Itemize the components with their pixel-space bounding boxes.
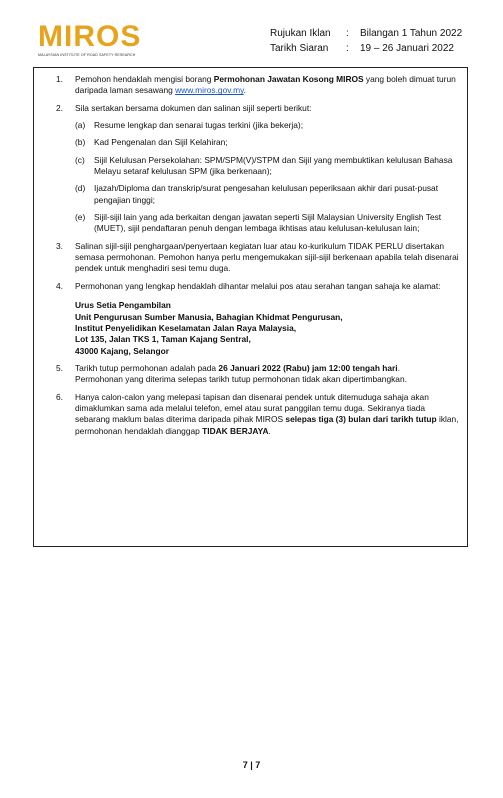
instructions-list: [56, 74, 460, 443]
sub-item-letter: (d): [75, 183, 86, 194]
text-run: iklan, permohonan hendaklah dianggap: [75, 414, 459, 436]
colon: :: [346, 28, 349, 39]
sub-item: [75, 212, 460, 235]
sub-item: [75, 183, 460, 206]
item-text: Sila sertakan bersama dokumen dan salinan sijil seperti berikut:: [75, 102, 312, 113]
item-text: [75, 363, 460, 374]
logo-tagline: MALAYSIAN INSTITUTE OF ROAD SAFETY RESEARCH: [38, 53, 136, 57]
publish-date-value: 19 – 26 Januari 2022: [360, 43, 454, 54]
reference-label: Rujukan Iklan: [270, 28, 331, 39]
closing-date: 26 Januari 2022 (Rabu) jam 12:00 tengah hari: [218, 362, 398, 373]
page-number: 7 | 7: [242, 760, 261, 770]
page-header: [38, 22, 468, 62]
sub-item-text: Resume lengkap dan senarai tugas terkini (jika bekerja);: [94, 120, 304, 131]
text-run: yang boleh dimuat turun daripada laman sesawang: [75, 74, 456, 96]
emphasis-text: TIDAK BERJAYA: [202, 425, 269, 436]
instruction-item: [56, 281, 460, 357]
item-number: 1.: [56, 74, 63, 84]
sub-item: [75, 120, 460, 131]
item-text: Salinan sijil-sijil penghargaan/penyertaan kegiatan luar atau ko-kurikulum TIDAK PERLU disertakan semasa permohonan. Pemohon hanya perlu mengemukakan sijil-sijil berkenaan apabila telah disenarai pendek untuk menghadiri sesi temu duga.: [75, 240, 459, 274]
sub-item-letter: (c): [75, 154, 85, 165]
address-line: Unit Pengurusan Sumber Manusia, Bahagian Khidmat Pengurusan,: [75, 311, 343, 322]
text-run: .: [397, 362, 400, 373]
address-line: Lot 135, Jalan TKS 1, Taman Kajang Sentral,: [75, 334, 251, 345]
instruction-item: [56, 103, 460, 235]
instruction-item: [56, 392, 460, 437]
text-run: Tarikh tutup permohonan adalah pada: [75, 362, 219, 373]
instructions-box: [33, 67, 468, 547]
text-run: .: [268, 425, 271, 436]
website-link[interactable]: www.miros.gov.my: [175, 85, 244, 96]
text-run: .: [243, 85, 246, 96]
item-number: 5.: [56, 362, 63, 373]
sub-item-letter: (b): [75, 137, 86, 148]
logo-wordmark: MIROS: [38, 20, 142, 53]
address-line: 43000 Kajang, Selangor: [75, 345, 170, 356]
instruction-item: [56, 363, 460, 386]
reference-value: Bilangan 1 Tahun 2022: [360, 28, 463, 39]
form-name: Permohonan Jawatan Kosong MIROS: [213, 74, 364, 84]
sub-item-text: Sijil-sijil lain yang ada berkaitan dengan jawatan seperti Sijil Malaysian University English Test (MUET), sijil pendaftaran penuh dengan lembaga ikhtisas atau kelulusan-kelulusan lain;: [94, 212, 442, 234]
item-text: Permohonan yang lengkap hendaklah dihantar melalui pos atau serahan tangan sahaja ke alamat:: [75, 280, 441, 291]
item-number: 3.: [56, 240, 63, 251]
text-run: Hanya calon-calon yang melepasi tapisan dan disenarai pendek untuk ditemuduga sahaja akan dimaklumkan sama ada melalui telefon, emel atau surat panggilan temu duga. Sekiranya tiada sebarang maklum balas diterima daripada pihak MIROS: [75, 391, 429, 425]
address-line: Institut Penyelidikan Keselamatan Jalan Raya Malaysia,: [75, 322, 297, 333]
miros-logo: [38, 22, 178, 58]
item-number: 2.: [56, 102, 63, 113]
sub-item-letter: (e): [75, 212, 86, 223]
item-text: [75, 74, 460, 97]
emphasis-text: selepas tiga (3) bulan dari tarikh tutup: [285, 414, 437, 425]
text-run: Pemohon hendaklah mengisi borang: [75, 74, 214, 84]
sub-item-text: Sijil Kelulusan Persekolahan: SPM/SPM(V)/STPM dan Sijil yang membuktikan kelulusan Bahasa Melayu setaraf kelulusan SPM (jika berkenaan);: [94, 154, 453, 177]
reference-row: [270, 26, 462, 41]
address-line: Urus Setia Pengambilan: [75, 300, 171, 311]
publish-date-row: [270, 41, 462, 56]
item-number: 6.: [56, 391, 63, 402]
item-text: Permohonan yang diterima selepas tarikh tutup permohonan tidak akan dipertimbangkan.: [75, 374, 407, 385]
colon: :: [346, 43, 349, 54]
sub-item-letter: (a): [75, 120, 86, 131]
instruction-item: [56, 241, 460, 275]
sub-item-text: Ijazah/Diploma dan transkrip/surat pengesahan kelulusan peperiksaan akhir dari pusat-pusat pengajian tinggi;: [94, 183, 439, 205]
sub-item-text: Kad Pengenalan dan Sijil Kelahiran;: [94, 137, 228, 148]
publish-date-label: Tarikh Siaran: [270, 43, 329, 54]
item-number: 4.: [56, 280, 63, 291]
item-text: [75, 392, 460, 437]
instruction-item: [56, 74, 460, 97]
reference-block: [270, 26, 462, 56]
sub-item: [75, 137, 460, 148]
sub-item: [75, 155, 460, 178]
mailing-address: [75, 300, 460, 357]
